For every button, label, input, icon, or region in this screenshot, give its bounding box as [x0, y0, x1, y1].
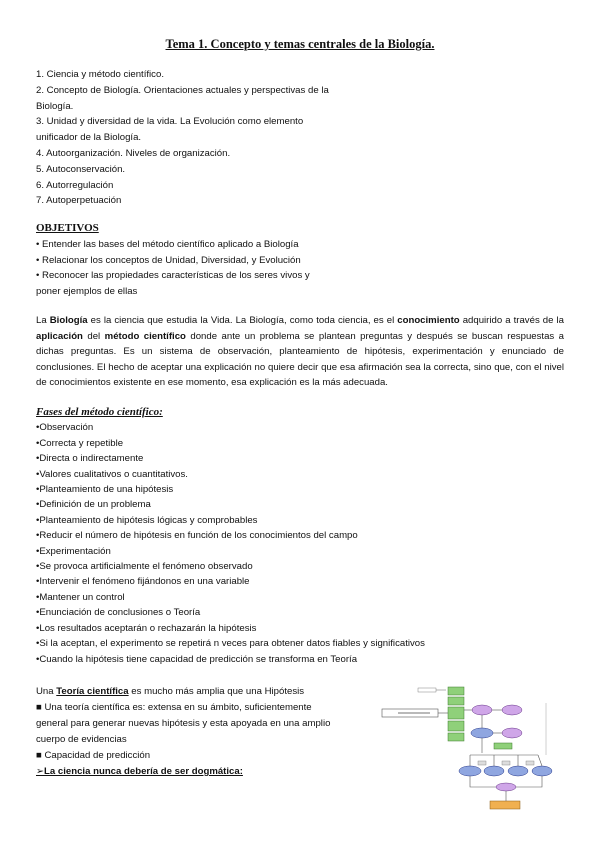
intro-text: del [82, 330, 105, 342]
diagram-green-box [448, 721, 464, 731]
topic-item: 7. Autoperpetuación [36, 195, 122, 207]
theory-line [36, 684, 330, 700]
theory-line: cuerpo de evidencias [36, 734, 127, 745]
phase-item: •Valores cualitativos o cuantitativos. [36, 468, 188, 480]
theory-text: es mucho más amplia que una Hipótesis [128, 686, 305, 697]
diagram-blue-node [471, 728, 493, 738]
diagram-orange-box [490, 801, 520, 809]
intro-text: La [36, 315, 50, 326]
phase-item: •Intervenir el fenómeno fijándonos en una variable [36, 576, 250, 588]
phase-item: •Cuando la hipótesis tiene capacidad de predicción se transforma en Teoría [36, 653, 358, 665]
intro-bold-term: conocimiento [397, 315, 460, 326]
phase-item: •Planteamiento de una hipótesis [36, 484, 174, 496]
intro-paragraph [36, 313, 564, 391]
intro-bold-term: método científico [104, 330, 186, 342]
intro-text: donde ante un problema se plantean preguntas y después se buscan respuestas a dichas preguntas. Es un sistema de observación, planteamiento de hipótesis, experimentación y enunciado de conclusiones. El hecho de aceptar una explicación no quiere decir que esa afirmación sea la correcta, sino que, con el nivel de conocimientos existente en ese momento, esa explicación es la más adecuada. [36, 330, 565, 389]
topics-list [36, 67, 329, 209]
objective-item: • Reconocer las propiedades características de los seres vivos y [36, 270, 310, 282]
topic-item: 5. Autoconservación. [36, 163, 126, 175]
scientific-method-diagram [378, 683, 564, 815]
diagram-lilac-node [502, 705, 522, 715]
phase-item: •Si la aceptan, el experimento se repetirá n veces para obtener datos fiables y significativos [36, 638, 425, 650]
objective-item: • Entender las bases del método científico aplicado a Biología [36, 238, 299, 250]
phase-item: •Definición de un problema [36, 499, 151, 511]
diagram-lilac-node [496, 783, 516, 791]
phase-item: •Reducir el número de hipótesis en función de los conocimientos del campo [36, 530, 358, 542]
page-title: Tema 1. Concepto y temas centrales de la Biología. [165, 37, 435, 51]
objective-item: • Relacionar los conceptos de Unidad, Diversidad, y Evolución [36, 254, 301, 266]
diagram-grey-box [478, 761, 486, 765]
theory-section [36, 684, 330, 780]
topic-item: 1. Ciencia y método científico. [36, 69, 164, 80]
diagram-grey-box [502, 761, 510, 765]
diagram-blue-node [484, 766, 504, 776]
diagram-green-box [448, 733, 464, 741]
diagram-blue-node [532, 766, 552, 776]
theory-dogma-line: ➢La ciencia nunca debería de ser dogmática: [36, 766, 243, 777]
diagram-green-box [448, 697, 464, 705]
phases-section [36, 405, 425, 667]
phases-heading: Fases del método científico: [36, 406, 163, 418]
diagram-green-box [448, 687, 464, 695]
theory-term: Teoría científica [56, 686, 129, 697]
theory-line: ■ Capacidad de predicción [36, 750, 151, 761]
diagram-blue-node [508, 766, 528, 776]
objective-item: poner ejemplos de ellas [36, 286, 138, 298]
phase-item: •Directa o indirectamente [36, 453, 144, 465]
diagram-green-box [494, 743, 512, 749]
objectives-heading: OBJETIVOS [36, 222, 99, 234]
topic-item: unificador de la Biología. [36, 132, 142, 144]
phase-item: •Se provoca artificialmente el fenómeno observado [36, 561, 253, 573]
topic-item: 2. Concepto de Biología. Orientaciones actuales y perspectivas de la [36, 84, 329, 96]
phase-item: •Planteamiento de hipótesis lógicas y comprobables [36, 514, 258, 526]
diagram-lilac-node [502, 728, 522, 738]
intro-text: adquirido a través de la [459, 315, 564, 326]
theory-text: Una [36, 686, 57, 697]
intro-text: es la ciencia que estudia la Vida. La Biología, como toda ciencia, es el [87, 315, 398, 326]
diagram-green-box [448, 707, 464, 719]
diagram-lilac-node [472, 705, 492, 715]
phase-item: •Enunciación de conclusiones o Teoría [36, 607, 201, 619]
diagram-grey-box [526, 761, 534, 765]
phase-item: •Correcta y repetible [36, 437, 124, 449]
topic-item: 6. Autorregulación [36, 179, 114, 191]
objectives-section [36, 221, 310, 300]
phase-item: •Los resultados aceptarán o rechazarán la hipótesis [36, 622, 257, 634]
theory-line: general para generar nuevas hipótesis y esta apoyada en una amplio [36, 718, 331, 729]
topic-item: 4. Autoorganización. Niveles de organización. [36, 147, 231, 159]
theory-line: ■ Una teoría científica es: extensa en su ámbito, suficientemente [36, 702, 312, 713]
phase-item: •Experimentación [36, 545, 111, 557]
phase-item: •Mantener un control [36, 591, 125, 603]
diagram-blue-node [459, 766, 481, 776]
topic-item: 3. Unidad y diversidad de la vida. La Evolución como elemento [36, 116, 304, 128]
topic-item: Biología. [36, 100, 74, 112]
phase-item: •Observación [36, 422, 94, 434]
intro-bold-term: Biología [49, 315, 88, 326]
intro-bold-term: aplicación [36, 330, 83, 342]
